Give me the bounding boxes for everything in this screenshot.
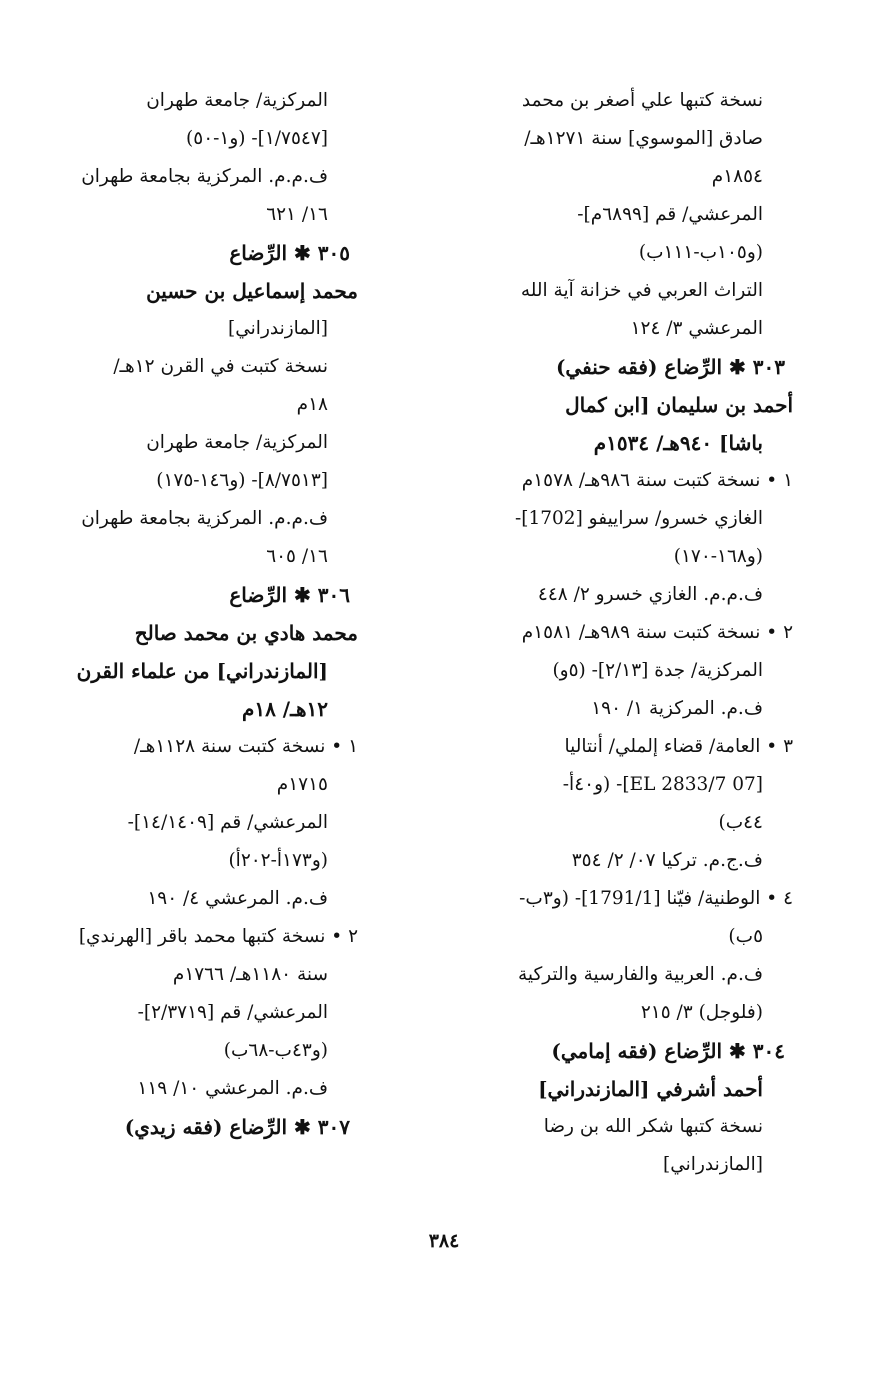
right-column-line: ٢ • نسخة كتبت سنة ٩٨٩هـ/ ١٥٨١م [521,622,793,643]
right-column-line: ف.ج.م. تركيا ٠٧/ ٢/ ٣٥٤ [571,850,763,871]
right-column-line: المرعشي/ قم [٦٨٩٩م]- [577,204,763,225]
right-column-line: (و١٦٨-١٧٠) [673,546,763,567]
right-column-line: صادق [الموسوي] سنة ١٢٧١هـ/ [524,128,763,149]
left-column-line: ١٦/ ٦٢١ [266,204,328,225]
right-column-line: المركزية/ جدة [٢/١٣]- (٥و) [552,660,763,681]
left-column-author-line: محمد إسماعيل بن حسين [146,279,358,303]
right-column-line: ٤ • الوطنية/ فيّنا [1791/1]- (و٣ب- [519,888,793,909]
right-column-author-line: باشا] ٩٤٠هـ/ ١٥٣٤م [593,431,763,455]
right-column-line: التراث العربي في خزانة آية الله [520,280,763,301]
right-column-line: ٤٤ب) [718,812,763,833]
left-column-author-line: محمد هادي بن محمد صالح [134,621,358,645]
right-column-line: المرعشي ٣/ ١٢٤ [630,318,763,339]
left-column-line: [١/٧٥٤٧]- (و١-٥٠) [186,128,328,149]
left-column-entry-heading: ٣٠٧ ✱ الرِّضاع (فقه زيدي) [124,1115,350,1139]
right-column-line: نسخة كتبها علي أصغر بن محمد [521,90,763,111]
left-column-line: سنة ١١٨٠هـ/ ١٧٦٦م [172,964,328,985]
right-column-line: ١ • نسخة كتبت سنة ٩٨٦هـ/ ١٥٧٨م [521,470,793,491]
right-column [453,82,793,1184]
left-column-author-line: [المازندراني] من علماء القرن [76,659,328,683]
left-column-line: المرعشي/ قم [٢/٣٧١٩]- [137,1002,328,1023]
left-column-line: المركزية/ جامعة طهران [146,90,328,111]
left-column-line: ١ • نسخة كتبت سنة ١١٢٨هـ/ [133,736,358,757]
left-column-line: (و٤٣ب-٦٨ب) [223,1040,328,1061]
left-column-entry-heading: ٣٠٦ ✱ الرِّضاع [229,583,350,607]
right-column-line: نسخة كتبها شكر الله بن رضا [543,1116,763,1137]
left-column-entry-heading: ٣٠٥ ✱ الرِّضاع [229,241,350,265]
left-column-line: ف.م. المرعشي ٤/ ١٩٠ [147,888,328,909]
page-number: ٣٨٤ [428,1230,460,1252]
right-column-line: (و١٠٥ب-١١١ب) [638,242,763,263]
right-column-line: ف.م.م. الغازي خسرو ٢/ ٤٤٨ [537,584,763,605]
right-column-line: [المازندراني] [663,1154,763,1175]
left-column-line: ف.م.م. المركزية بجامعة طهران [81,508,328,529]
left-column-line: ١٦/ ٦٠٥ [266,546,328,567]
right-column-line: ف.م. المركزية ١/ ١٩٠ [591,698,763,719]
left-column-line: المركزية/ جامعة طهران [146,432,328,453]
right-column-entry-heading: ٣٠٤ ✱ الرِّضاع (فقه إمامي) [551,1039,785,1063]
left-column-line: ف.م.م. المركزية بجامعة طهران [81,166,328,187]
right-column-author-line: أحمد بن سليمان [ابن كمال [565,393,793,417]
left-column-line: (و١٧٣أ-٢٠٢أ) [228,850,328,871]
left-column-author-line: ١٢هـ/ ١٨م [241,697,328,721]
right-column-entry-heading: ٣٠٣ ✱ الرِّضاع (فقه حنفي) [555,355,785,379]
right-column-line: ١٨٥٤م [711,166,763,187]
left-column-line: ٢ • نسخة كتبها محمد باقر [الهرندي] [78,926,358,947]
left-column-line: ١٨م [296,394,328,415]
right-column-line: ٣ • العامة/ قضاء إلملي/ أنتاليا [564,736,793,757]
right-column-line: ٥ب) [728,926,763,947]
left-column-line: ف.م. المرعشي ١٠/ ١١٩ [137,1078,328,1099]
left-column-line: نسخة كتبت في القرن ١٢هـ/ [113,356,328,377]
right-column-line: الغازي خسرو/ سراييفو [1702]- [515,508,763,529]
left-column-line: [المازندراني] [228,318,328,339]
left-column-line: المرعشي/ قم [١٤/١٤٠٩]- [127,812,328,833]
right-column-author-line: أحمد أشرفي [المازندراني] [538,1077,763,1101]
right-column-line: ف.م. العربية والفارسية والتركية [517,964,763,985]
left-column-line: [٨/٧٥١٣]- (و١٤٦-١٧٥) [156,470,328,491]
right-column-line: (فلوجل) ٣/ ٢١٥ [640,1002,763,1023]
left-column [18,82,358,1146]
right-column-line: [07 EL 2833/7]- (و٤٠أ- [562,774,763,795]
left-column-line: ١٧١٥م [276,774,328,795]
